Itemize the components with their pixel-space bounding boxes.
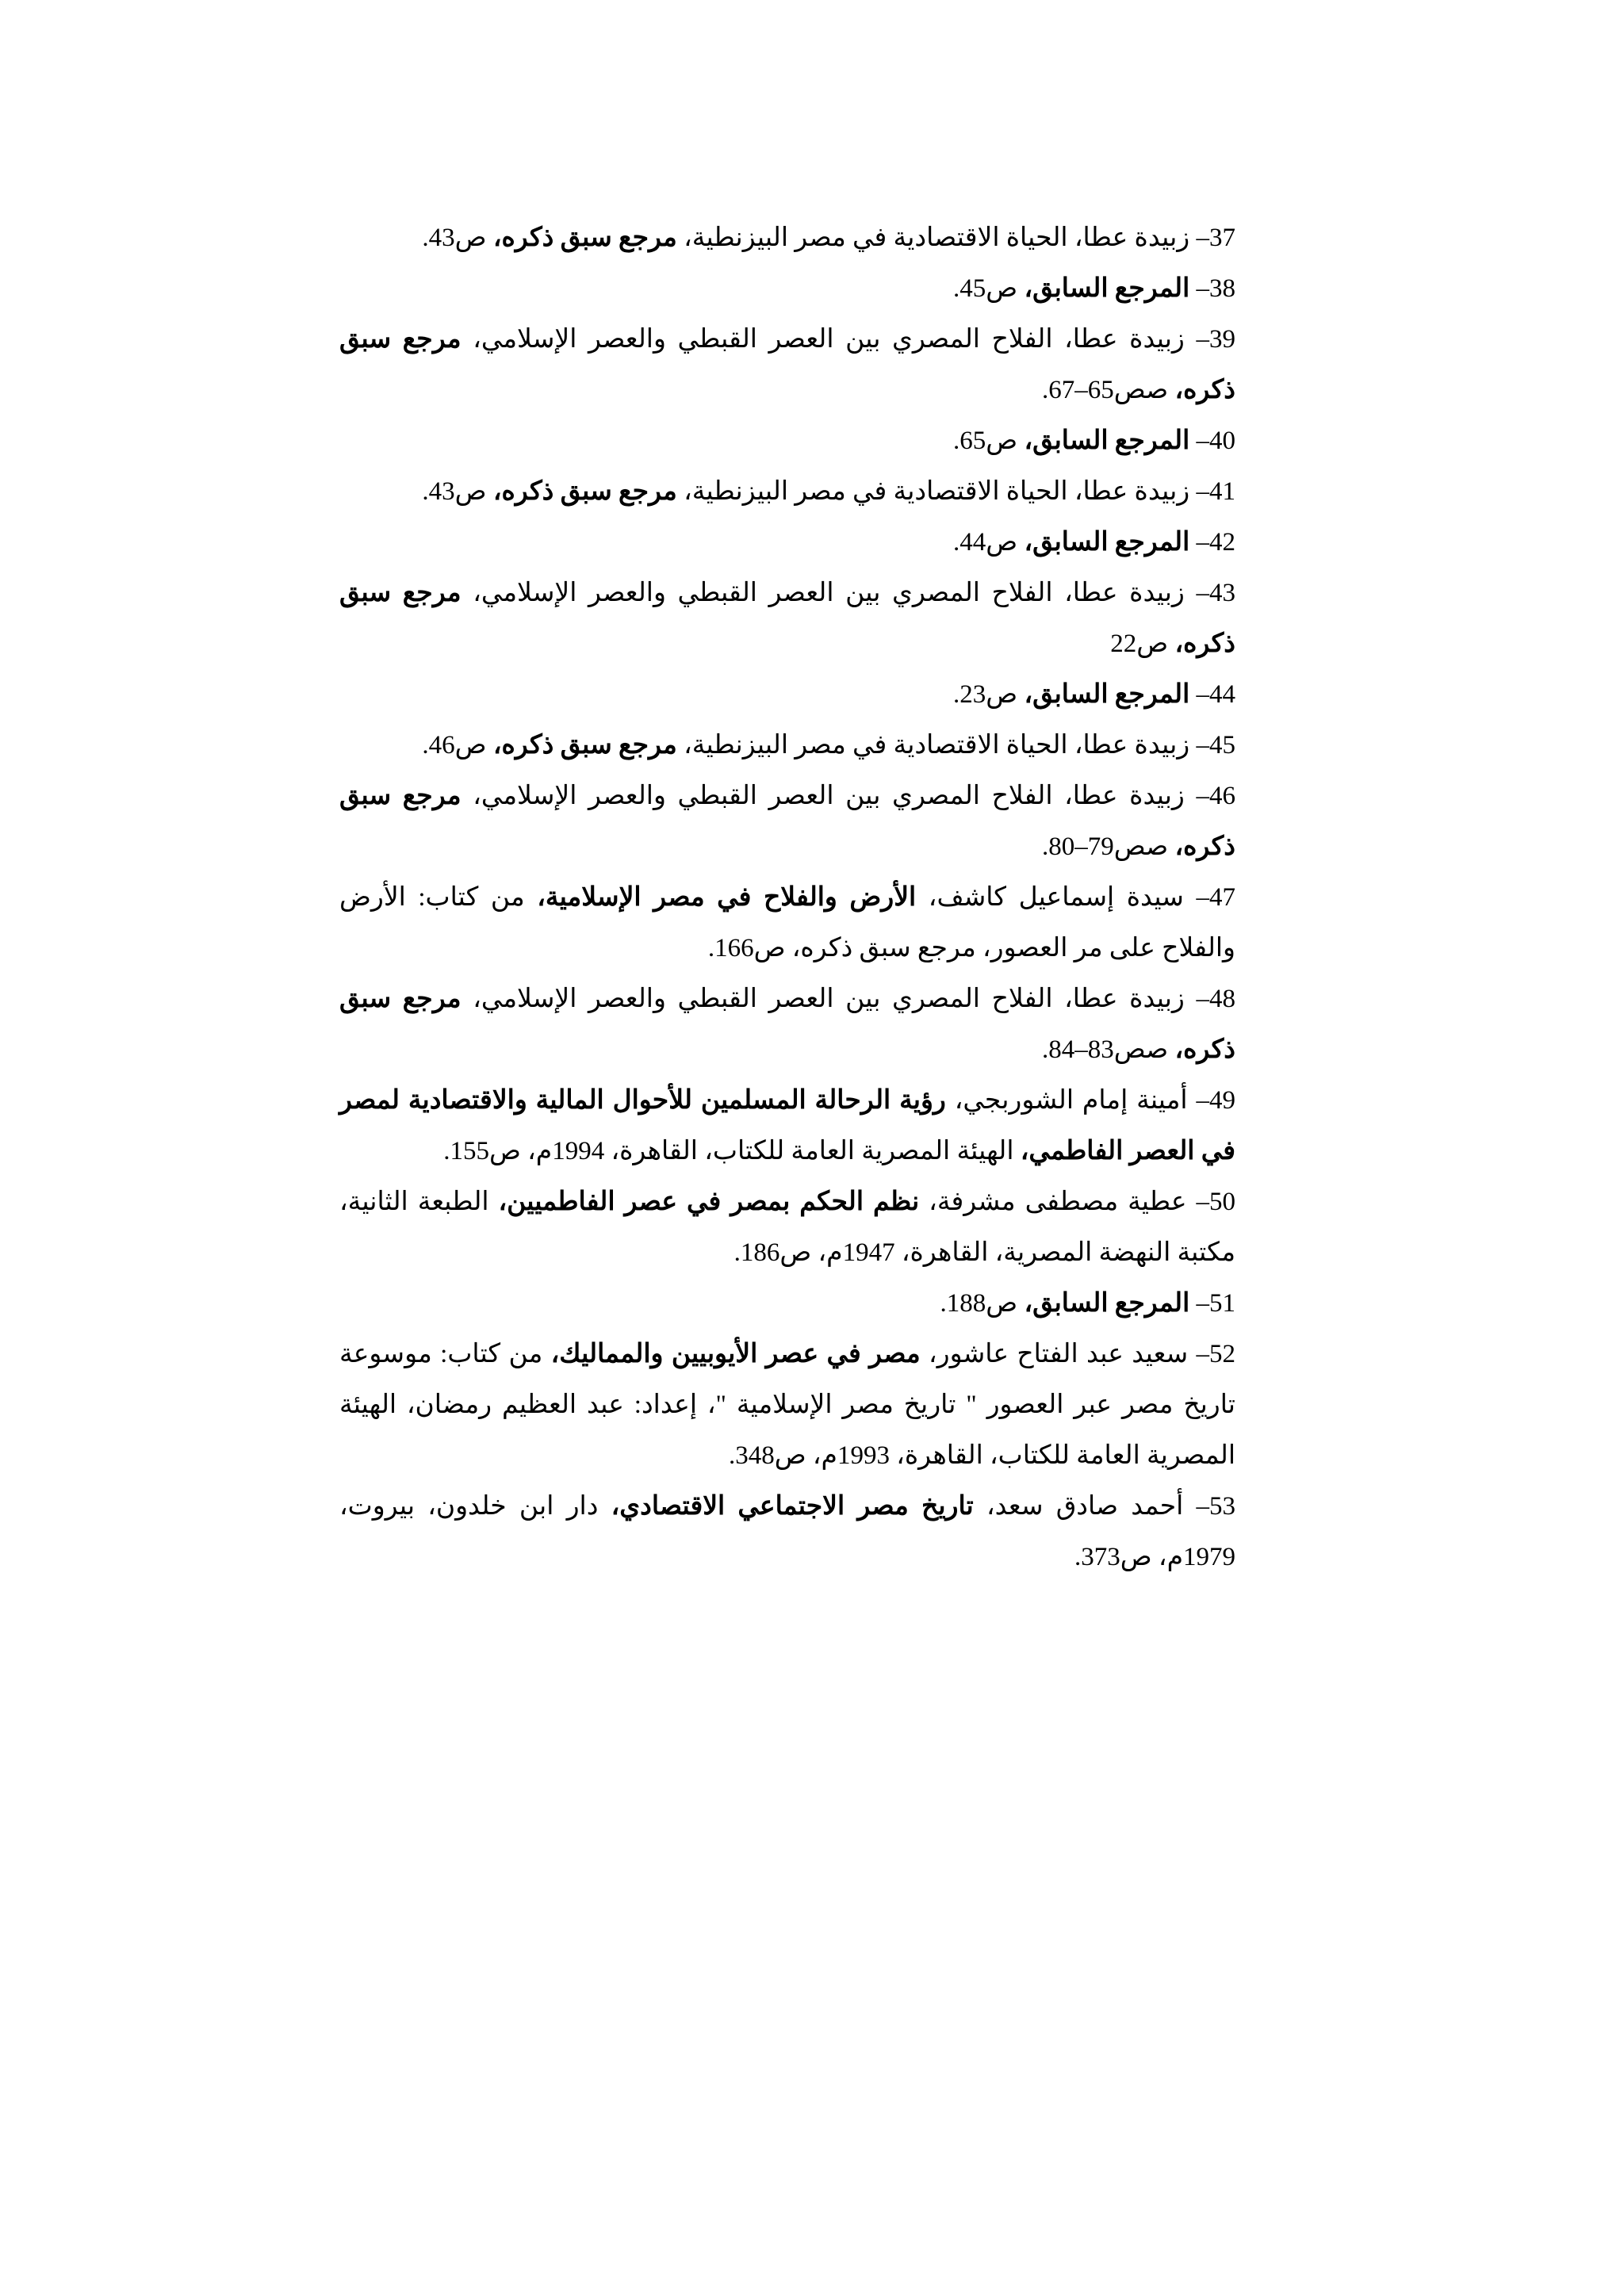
- footnote-text: ص44.: [953, 528, 1025, 557]
- footnote-text: من كتاب: موسوعة تاريخ مصر عبر العصور " تاريخ مصر الإسلامية "، إعداد: عبد العظيم رمضان، الهيئة المصرية العامة للكتاب، القاهرة، 1993م، ص348.: [339, 1340, 1235, 1470]
- footnote-text: زبيدة عطا، الفلاح المصري بين العصر القبطي والعصر الإسلامي،: [461, 782, 1185, 810]
- footnote-text: زبيدة عطا، الفلاح المصري بين العصر القبطي والعصر الإسلامي،: [461, 325, 1185, 354]
- footnote-text: سيدة إسماعيل كاشف،: [916, 883, 1184, 912]
- footnote-bold-text: مرجع سبق ذكره،: [339, 985, 1235, 1064]
- footnote-dash: –: [1184, 782, 1209, 810]
- footnote-text: ص43.: [422, 477, 493, 506]
- footnote-dash: –: [1184, 325, 1209, 354]
- footnote-number: 52: [1209, 1340, 1235, 1368]
- footnote-bold-text: المرجع السابق،: [1024, 528, 1190, 557]
- footnote-text: ص43.: [422, 224, 493, 252]
- footnote-number: 48: [1209, 985, 1235, 1013]
- footnote-text: عطية مصطفى مشرفة،: [919, 1188, 1187, 1216]
- footnote-number: 41: [1209, 477, 1235, 506]
- footnote-text: صص79–80.: [1041, 832, 1175, 861]
- footnote-40: [339, 415, 1235, 466]
- footnote-47: [339, 872, 1235, 974]
- footnote-48: [339, 974, 1235, 1075]
- footnote-number: 44: [1209, 680, 1235, 709]
- footnote-dash: –: [1188, 1340, 1209, 1368]
- footnote-52: [339, 1329, 1235, 1481]
- footnote-dash: –: [1189, 731, 1209, 760]
- footnote-bold-text: الأرض والفلاح في مصر الإسلامية،: [537, 883, 917, 912]
- footnote-bold-text: مرجع سبق ذكره،: [339, 579, 1235, 658]
- footnote-number: 47: [1209, 883, 1236, 912]
- footnote-dash: –: [1183, 883, 1210, 912]
- footnote-text: أمينة إمام الشوربجي،: [945, 1086, 1188, 1115]
- footnote-dash: –: [1189, 680, 1209, 709]
- footnote-text: ص46.: [422, 731, 493, 760]
- footnote-44: [339, 669, 1235, 720]
- footnote-bold-text: المرجع السابق،: [1024, 274, 1190, 303]
- footnote-text: ص22: [1110, 629, 1175, 658]
- footnote-53: [339, 1481, 1235, 1582]
- footnote-bold-text: المرجع السابق،: [1024, 1289, 1190, 1318]
- footnote-number: 49: [1209, 1086, 1236, 1115]
- footnote-45: [339, 720, 1235, 771]
- footnote-dash: –: [1189, 224, 1209, 252]
- footnote-dash: –: [1189, 1289, 1209, 1318]
- footnote-text: زبيدة عطا، الحياة الاقتصادية في مصر البيزنطية،: [676, 731, 1190, 760]
- footnote-number: 37: [1209, 224, 1235, 252]
- footnote-number: 40: [1209, 427, 1235, 455]
- footnote-number: 38: [1209, 274, 1235, 303]
- footnote-dash: –: [1189, 528, 1209, 557]
- footnote-text: زبيدة عطا، الحياة الاقتصادية في مصر البيزنطية،: [676, 477, 1190, 506]
- footnote-37: [339, 212, 1235, 263]
- footnote-bold-text: رؤية الرحالة المسلمين للأحوال المالية والاقتصادية لمصر في العصر الفاطمي،: [339, 1086, 1235, 1165]
- footnote-dash: –: [1187, 1086, 1210, 1115]
- footnote-number: 43: [1209, 579, 1235, 607]
- footnote-bold-text: مرجع سبق ذكره،: [339, 325, 1235, 404]
- footnote-text: دار ابن خلدون، بيروت، 1979م، ص373.: [339, 1492, 1235, 1571]
- footnote-38: [339, 263, 1235, 314]
- footnote-text: صص83–84.: [1041, 1035, 1175, 1064]
- footnote-number: 50: [1209, 1188, 1235, 1216]
- footnote-text: من كتاب: الأرض والفلاح على مر العصور، مرجع سبق ذكره، ص166.: [339, 883, 1235, 962]
- footnote-number: 45: [1209, 731, 1235, 760]
- footnote-39: [339, 314, 1235, 415]
- footnote-dash: –: [1184, 579, 1209, 607]
- footnote-49: [339, 1075, 1235, 1177]
- footnote-46: [339, 771, 1235, 872]
- footnote-bold-text: مرجع سبق ذكره،: [339, 782, 1235, 861]
- footnote-text: زبيدة عطا، الحياة الاقتصادية في مصر البيزنطية،: [676, 224, 1190, 252]
- footnote-number: 46: [1209, 782, 1235, 810]
- footnote-number: 51: [1209, 1289, 1235, 1318]
- footnote-text: زبيدة عطا، الفلاح المصري بين العصر القبطي والعصر الإسلامي،: [461, 985, 1185, 1013]
- footnote-text: سعيد عبد الفتاح عاشور،: [920, 1340, 1189, 1368]
- footnote-bold-text: نظم الحكم بمصر في عصر الفاطميين،: [498, 1188, 920, 1216]
- footnote-text: زبيدة عطا، الفلاح المصري بين العصر القبطي والعصر الإسلامي،: [461, 579, 1185, 607]
- footnote-dash: –: [1183, 1492, 1210, 1521]
- footnote-number: 53: [1209, 1492, 1236, 1521]
- footnote-bold-text: المرجع السابق،: [1024, 680, 1190, 709]
- footnote-text: ص65.: [953, 427, 1025, 455]
- footnote-42: [339, 517, 1235, 568]
- footnote-dash: –: [1186, 1188, 1209, 1216]
- footnote-bold-text: مصر في عصر الأيوبيين والمماليك،: [550, 1340, 921, 1368]
- footnote-text: ص188.: [940, 1289, 1025, 1318]
- footnote-bold-text: مرجع سبق ذكره،: [492, 477, 677, 506]
- footnote-dash: –: [1189, 427, 1209, 455]
- footnotes-list: [339, 212, 1235, 1582]
- footnote-text: الطبعة الثانية، مكتبة النهضة المصرية، القاهرة، 1947م، ص186.: [339, 1188, 1235, 1267]
- footnote-text: صص65–67.: [1041, 376, 1175, 404]
- footnote-41: [339, 466, 1235, 517]
- footnote-number: 39: [1209, 325, 1235, 354]
- footnote-51: [339, 1278, 1235, 1329]
- footnote-dash: –: [1189, 274, 1209, 303]
- footnote-text: ص45.: [953, 274, 1025, 303]
- footnote-43: [339, 568, 1235, 669]
- footnote-bold-text: مرجع سبق ذكره،: [492, 731, 677, 760]
- footnote-dash: –: [1189, 477, 1209, 506]
- footnote-text: أحمد صادق سعد،: [973, 1492, 1184, 1521]
- footnote-text: ص23.: [953, 680, 1025, 709]
- footnote-bold-text: المرجع السابق،: [1024, 427, 1190, 455]
- footnote-bold-text: مرجع سبق ذكره،: [492, 224, 677, 252]
- footnote-50: [339, 1177, 1235, 1278]
- footnote-text: الهيئة المصرية العامة للكتاب، القاهرة، 1994م، ص155.: [443, 1137, 1021, 1165]
- footnote-dash: –: [1184, 985, 1209, 1013]
- footnote-bold-text: تاريخ مصر الاجتماعي الاقتصادي،: [611, 1492, 974, 1521]
- footnote-number: 42: [1209, 528, 1235, 557]
